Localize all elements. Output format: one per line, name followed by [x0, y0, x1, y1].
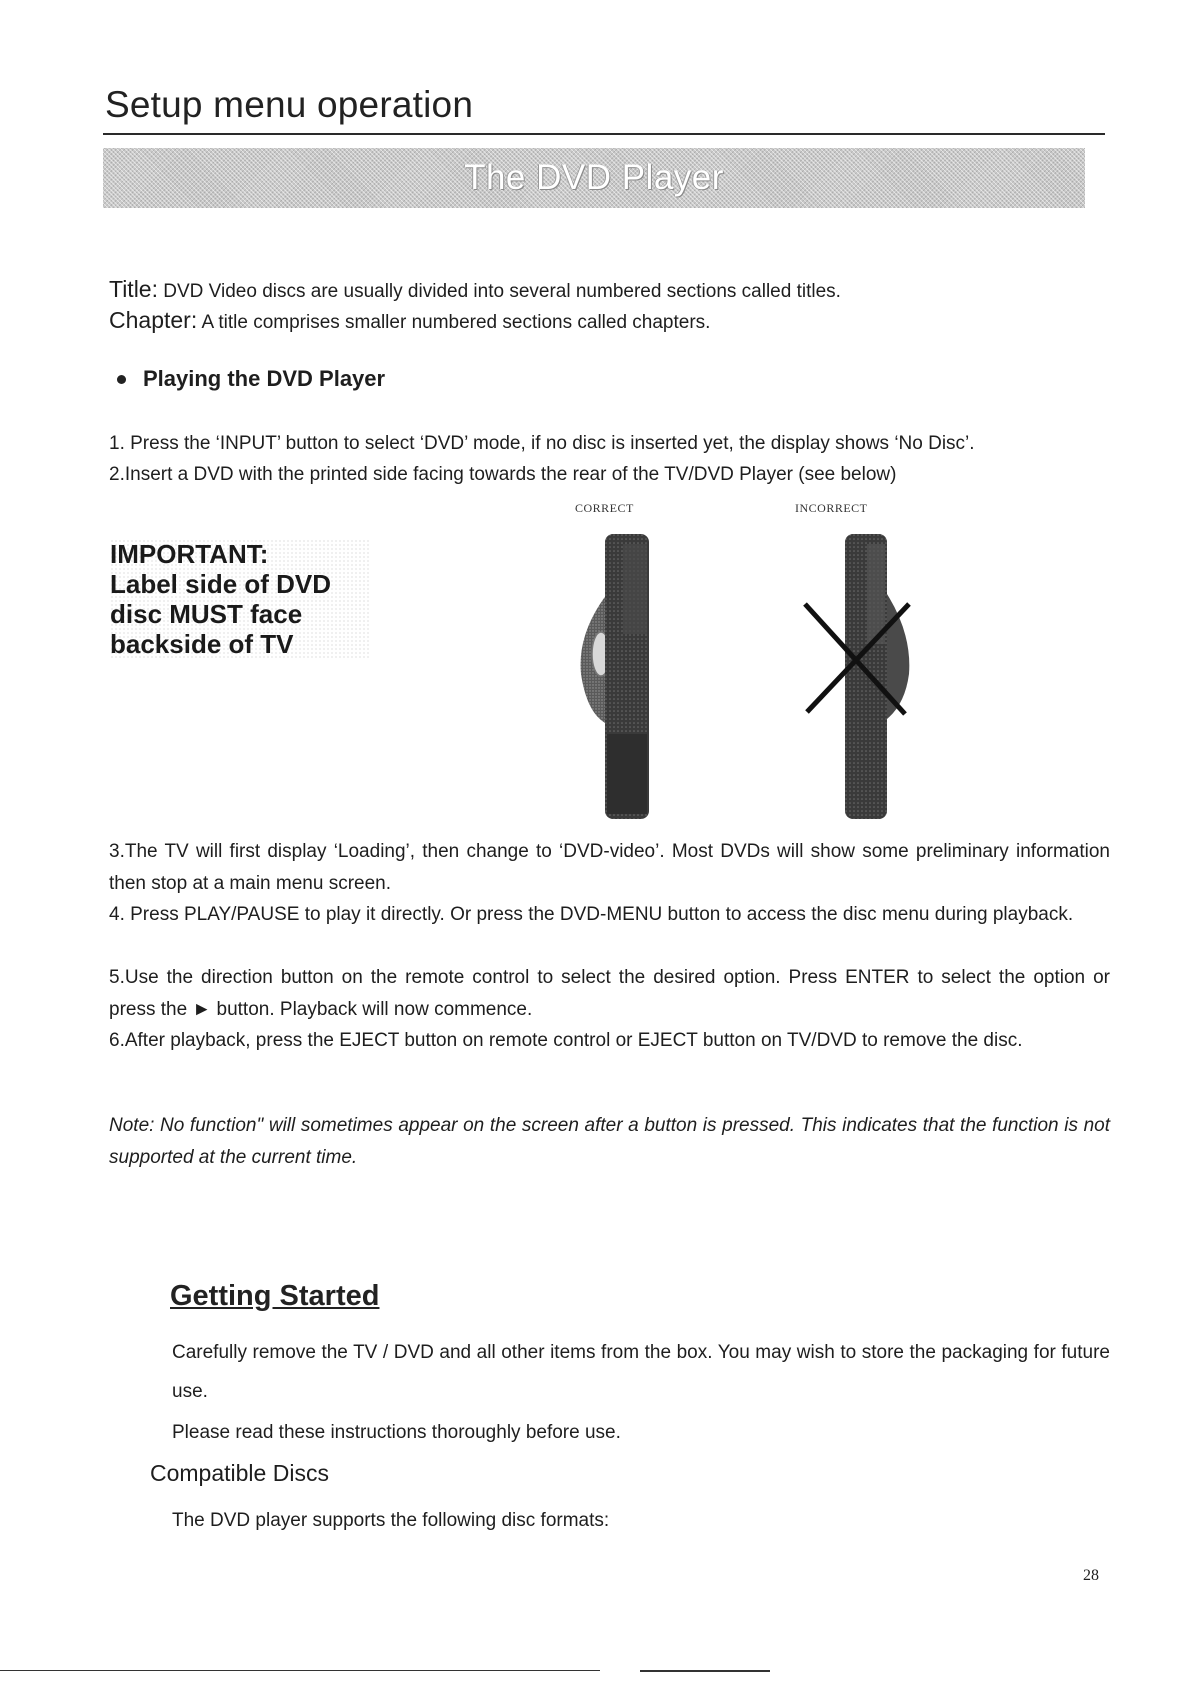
step-1: 1. Press the ‘INPUT’ button to select ‘DVD’ mode, if no disc is inserted yet, the display shows ‘No Disc’.: [109, 433, 975, 454]
section-banner: [103, 148, 1085, 208]
footer-rule: [640, 1670, 770, 1672]
getting-started-heading: Getting Started: [170, 1280, 380, 1312]
important-line: Label side of DVD: [110, 569, 332, 599]
correct-label: CORRECT: [575, 501, 634, 515]
incorrect-label: INCORRECT: [795, 501, 868, 515]
banner-title: The DVD Player: [464, 158, 724, 197]
chapter-definition-text: A title comprises smaller numbered sections called chapters.: [197, 312, 711, 333]
incorrect-insertion-image: [797, 534, 937, 819]
section-heading: [117, 366, 385, 392]
important-line: disc MUST face: [110, 599, 303, 629]
important-line: backside of TV: [110, 629, 294, 659]
bullet-icon: [117, 375, 126, 384]
title-definition: [109, 274, 841, 307]
correct-insertion-image: [577, 534, 677, 819]
important-notice: [110, 539, 370, 659]
compatible-discs-heading: Compatible Discs: [150, 1460, 329, 1486]
section-heading-text: Playing the DVD Player: [143, 366, 386, 391]
chapter-term: Chapter:: [109, 307, 198, 333]
title-definition-text: DVD Video discs are usually divided into several numbered sections called titles.: [158, 281, 841, 302]
step-6: 6.After playback, press the EJECT button on remote control or EJECT button on TV/DVD to remove the disc.: [109, 1030, 1023, 1051]
title-term: Title:: [109, 276, 158, 302]
title-divider: [103, 133, 1105, 135]
step-4: 4. Press PLAY/PAUSE to play it directly. Or press the DVD-MENU button to access the disc menu during playback.: [109, 904, 1074, 925]
important-line: IMPORTANT:: [110, 539, 269, 569]
step-3: 3.The TV will first display ‘Loading’, then change to ‘DVD-video’. Most DVDs will show some preliminary information then stop at a main menu screen.: [109, 841, 1110, 894]
step-5: 5.Use the direction button on the remote control to select the desired option. Press ENTER to select the option or press the ► button. Playback will now commence.: [109, 967, 1110, 1020]
getting-started-paragraph: Carefully remove the TV / DVD and all other items from the box. You may wish to store the packaging for future use.: [172, 1342, 1110, 1402]
note-text: Note: No function" will sometimes appear on the screen after a button is pressed. This indicates that the function is not supported at the current time.: [109, 1115, 1110, 1168]
getting-started-instructions: Please read these instructions thoroughly before use.: [172, 1422, 621, 1443]
page-number: 28: [1083, 1567, 1099, 1584]
footer-rule: [0, 1670, 600, 1671]
step-2: 2.Insert a DVD with the printed side facing towards the rear of the TV/DVD Player (see below): [109, 464, 897, 485]
page-title: Setup menu operation: [105, 84, 474, 125]
compatible-discs-text: The DVD player supports the following disc formats:: [172, 1510, 610, 1531]
chapter-definition: [109, 305, 710, 338]
